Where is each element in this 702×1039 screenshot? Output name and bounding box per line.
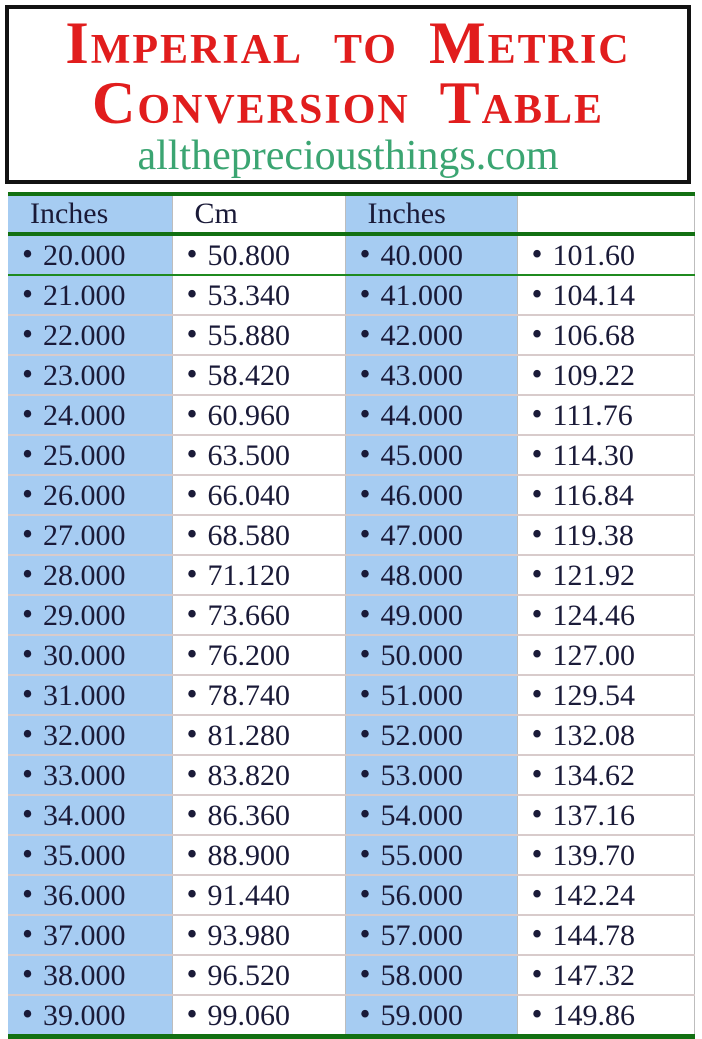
bullet-icon: • — [22, 676, 34, 711]
bullet-icon: • — [531, 676, 543, 711]
table-cell — [345, 715, 517, 755]
bullet-icon: • — [531, 916, 543, 951]
table-cell — [345, 675, 517, 715]
table-cell — [345, 955, 517, 995]
table-cell — [172, 955, 345, 995]
table-cell — [517, 275, 694, 315]
cell-value: 63.500 — [207, 439, 291, 472]
table-row — [8, 755, 694, 795]
table-cell — [172, 555, 345, 595]
bullet-icon: • — [359, 676, 371, 711]
cell-value: 59.000 — [380, 999, 464, 1032]
table-cell — [345, 995, 517, 1037]
cell-value: 58.420 — [207, 359, 291, 392]
cell-value: 139.70 — [552, 839, 636, 872]
bullet-icon: • — [531, 316, 543, 351]
table-cell — [517, 475, 694, 515]
table-cell — [8, 595, 172, 635]
table-cell — [8, 315, 172, 355]
table-cell — [172, 275, 345, 315]
table-cell — [345, 475, 517, 515]
bullet-icon: • — [22, 996, 34, 1031]
table-cell — [8, 875, 172, 915]
cell-value: 91.440 — [207, 879, 291, 912]
bullet-icon: • — [186, 396, 198, 431]
bullet-icon: • — [531, 436, 543, 471]
table-cell — [345, 755, 517, 795]
cell-value: 28.000 — [43, 559, 126, 592]
cell-value: 101.60 — [552, 239, 636, 272]
bullet-icon: • — [359, 876, 371, 911]
bullet-icon: • — [531, 596, 543, 631]
bullet-icon: • — [531, 956, 543, 991]
table-cell — [517, 395, 694, 435]
cell-value: 93.980 — [207, 919, 291, 952]
table-row — [8, 275, 694, 315]
table-row — [8, 675, 694, 715]
table-cell — [517, 515, 694, 555]
bullet-icon: • — [22, 636, 34, 671]
table-row — [8, 955, 694, 995]
bullet-icon: • — [359, 476, 371, 511]
cell-value: 76.200 — [207, 639, 291, 672]
table-cell — [172, 234, 345, 275]
table-cell — [8, 475, 172, 515]
table-cell — [172, 715, 345, 755]
table-cell — [8, 835, 172, 875]
cell-value: 78.740 — [207, 679, 291, 712]
bullet-icon: • — [359, 236, 371, 271]
bullet-icon: • — [186, 876, 198, 911]
bullet-icon: • — [531, 516, 543, 551]
cell-value: 83.820 — [207, 759, 291, 792]
table-cell — [345, 875, 517, 915]
cell-value: 60.960 — [207, 399, 291, 432]
cell-value: 57.000 — [380, 919, 464, 952]
cell-value: 39.000 — [43, 999, 126, 1032]
cell-value: 48.000 — [380, 559, 464, 592]
bullet-icon: • — [22, 396, 34, 431]
bullet-icon: • — [186, 356, 198, 391]
bullet-icon: • — [22, 876, 34, 911]
bullet-icon: • — [359, 916, 371, 951]
table-row — [8, 234, 694, 275]
cell-value: 86.360 — [207, 799, 291, 832]
bullet-icon: • — [186, 956, 198, 991]
table-cell — [345, 395, 517, 435]
table-row — [8, 795, 694, 835]
bullet-icon: • — [186, 556, 198, 591]
bullet-icon: • — [22, 916, 34, 951]
table-row — [8, 355, 694, 395]
bullet-icon: • — [22, 556, 34, 591]
table-row — [8, 715, 694, 755]
table-cell — [172, 515, 345, 555]
cell-value: 41.000 — [380, 279, 464, 312]
table-cell — [8, 635, 172, 675]
table-cell — [517, 355, 694, 395]
cell-value: 54.000 — [380, 799, 464, 832]
cell-value: 45.000 — [380, 439, 464, 472]
cell-value: 43.000 — [380, 359, 464, 392]
bullet-icon: • — [22, 356, 34, 391]
bullet-icon: • — [186, 916, 198, 951]
table-cell — [345, 315, 517, 355]
table-cell — [517, 595, 694, 635]
table-cell — [517, 955, 694, 995]
cell-value: 55.000 — [380, 839, 464, 872]
bullet-icon: • — [186, 236, 198, 271]
bullet-icon: • — [359, 836, 371, 871]
bullet-icon: • — [186, 836, 198, 871]
cell-value: 31.000 — [43, 679, 126, 712]
table-cell — [8, 355, 172, 395]
table-cell — [172, 475, 345, 515]
cell-value: 119.38 — [552, 519, 634, 552]
bullet-icon: • — [531, 356, 543, 391]
table-row — [8, 995, 694, 1037]
table-cell — [345, 275, 517, 315]
bullet-icon: • — [186, 716, 198, 751]
table-cell — [517, 635, 694, 675]
table-cell — [345, 635, 517, 675]
cell-value: 40.000 — [380, 239, 464, 272]
table-body — [8, 234, 694, 1037]
cell-value: 106.68 — [552, 319, 636, 352]
bullet-icon: • — [531, 236, 543, 271]
cell-value: 42.000 — [380, 319, 464, 352]
bullet-icon: • — [359, 596, 371, 631]
table-cell — [517, 875, 694, 915]
bullet-icon: • — [359, 436, 371, 471]
cell-value: 116.84 — [552, 479, 634, 512]
table-cell — [8, 395, 172, 435]
table-cell — [172, 995, 345, 1037]
bullet-icon: • — [186, 636, 198, 671]
header-box — [5, 5, 691, 184]
bullet-icon: • — [359, 396, 371, 431]
table-cell — [345, 515, 517, 555]
bullet-icon: • — [531, 796, 543, 831]
cell-value: 33.000 — [43, 759, 126, 792]
bullet-icon: • — [359, 316, 371, 351]
table-cell — [517, 315, 694, 355]
table-row — [8, 475, 694, 515]
table-cell — [172, 435, 345, 475]
bullet-icon: • — [186, 476, 198, 511]
cell-value: 53.340 — [207, 279, 291, 312]
bullet-icon: • — [186, 596, 198, 631]
table-cell — [517, 755, 694, 795]
bullet-icon: • — [22, 516, 34, 551]
table-cell — [8, 675, 172, 715]
table-cell — [8, 715, 172, 755]
cell-value: 114.30 — [552, 439, 634, 472]
bullet-icon: • — [186, 276, 198, 311]
title-line-2: Conversion Table — [91, 69, 605, 136]
cell-value: 53.000 — [380, 759, 464, 792]
cell-value: 34.000 — [43, 799, 126, 832]
title-line-1: Imperial to Metric — [65, 9, 631, 76]
cell-value: 56.000 — [380, 879, 464, 912]
header-row — [8, 194, 694, 234]
cell-value: 129.54 — [552, 679, 636, 712]
bullet-icon: • — [22, 956, 34, 991]
table-cell — [172, 755, 345, 795]
table-cell — [517, 835, 694, 875]
cell-value: 81.280 — [207, 719, 291, 752]
bullet-icon: • — [531, 276, 543, 311]
table-cell — [8, 795, 172, 835]
table-cell — [517, 555, 694, 595]
cell-value: 55.880 — [207, 319, 291, 352]
table-row — [8, 395, 694, 435]
cell-value: 49.000 — [380, 599, 464, 632]
bullet-icon: • — [186, 756, 198, 791]
cell-value: 58.000 — [380, 959, 464, 992]
table-cell — [345, 234, 517, 275]
conversion-table-wrap — [8, 192, 694, 1039]
table-cell — [8, 915, 172, 955]
cell-value: 96.520 — [207, 959, 291, 992]
cell-value: 47.000 — [380, 519, 464, 552]
col-header-inches-right: Inches — [345, 194, 517, 234]
cell-value: 88.900 — [207, 839, 291, 872]
bullet-icon: • — [531, 636, 543, 671]
table-cell — [172, 355, 345, 395]
cell-value: 21.000 — [43, 279, 126, 312]
bullet-icon: • — [531, 396, 543, 431]
bullet-icon: • — [359, 956, 371, 991]
cell-value: 32.000 — [43, 719, 126, 752]
table-cell — [345, 595, 517, 635]
table-row — [8, 435, 694, 475]
bullet-icon: • — [186, 436, 198, 471]
table-cell — [8, 435, 172, 475]
bullet-icon: • — [22, 596, 34, 631]
bullet-icon: • — [359, 516, 371, 551]
table-cell — [8, 555, 172, 595]
bullet-icon: • — [22, 276, 34, 311]
table-cell — [345, 435, 517, 475]
bullet-icon: • — [359, 716, 371, 751]
table-cell — [345, 355, 517, 395]
table-cell — [517, 234, 694, 275]
bullet-icon: • — [531, 876, 543, 911]
table-cell — [8, 234, 172, 275]
cell-value: 124.46 — [552, 599, 636, 632]
table-row — [8, 595, 694, 635]
table-row — [8, 515, 694, 555]
cell-value: 24.000 — [43, 399, 126, 432]
bullet-icon: • — [531, 756, 543, 791]
bullet-icon: • — [531, 996, 543, 1031]
bullet-icon: • — [359, 756, 371, 791]
table-cell — [172, 875, 345, 915]
table-cell — [172, 635, 345, 675]
cell-value: 127.00 — [552, 639, 636, 672]
cell-value: 111.76 — [552, 399, 633, 432]
col-header-cm-left: Cm — [172, 194, 345, 234]
table-row — [8, 835, 694, 875]
cell-value: 27.000 — [43, 519, 126, 552]
cell-value: 20.000 — [43, 239, 126, 272]
table-cell — [517, 795, 694, 835]
cell-value: 30.000 — [43, 639, 126, 672]
cell-value: 44.000 — [380, 399, 464, 432]
table-cell — [172, 595, 345, 635]
table-row — [8, 915, 694, 955]
cell-value: 142.24 — [552, 879, 636, 912]
cell-value: 134.62 — [552, 759, 636, 792]
table-cell — [517, 715, 694, 755]
bullet-icon: • — [359, 796, 371, 831]
cell-value: 23.000 — [43, 359, 126, 392]
cell-value: 52.000 — [380, 719, 464, 752]
table-row — [8, 635, 694, 675]
bullet-icon: • — [186, 996, 198, 1031]
bullet-icon: • — [22, 836, 34, 871]
col-header-inches-left: Inches — [8, 194, 172, 234]
table-row — [8, 875, 694, 915]
cell-value: 68.580 — [207, 519, 291, 552]
website-text: allthepreciousthings.com — [137, 132, 559, 179]
table-cell — [172, 835, 345, 875]
cell-value: 51.000 — [380, 679, 464, 712]
table-cell — [8, 955, 172, 995]
cell-value: 29.000 — [43, 599, 126, 632]
bullet-icon: • — [531, 836, 543, 871]
col-header-cm-right — [517, 194, 694, 234]
bullet-icon: • — [359, 556, 371, 591]
bullet-icon: • — [186, 796, 198, 831]
table-cell — [8, 515, 172, 555]
cell-value: 38.000 — [43, 959, 126, 992]
cell-value: 50.000 — [380, 639, 464, 672]
table-cell — [345, 555, 517, 595]
cell-value: 71.120 — [207, 559, 291, 592]
bullet-icon: • — [22, 716, 34, 751]
cell-value: 35.000 — [43, 839, 126, 872]
table-cell — [345, 915, 517, 955]
bullet-icon: • — [186, 316, 198, 351]
cell-value: 104.14 — [552, 279, 636, 312]
bullet-icon: • — [22, 316, 34, 351]
cell-value: 36.000 — [43, 879, 126, 912]
bullet-icon: • — [22, 436, 34, 471]
table-cell — [517, 915, 694, 955]
table-cell — [517, 675, 694, 715]
table-cell — [172, 915, 345, 955]
cell-value: 50.800 — [207, 239, 291, 272]
cell-value: 73.660 — [207, 599, 291, 632]
bullet-icon: • — [359, 996, 371, 1031]
table-cell — [345, 795, 517, 835]
bullet-icon: • — [359, 276, 371, 311]
table-cell — [172, 395, 345, 435]
cell-value: 46.000 — [380, 479, 464, 512]
table-row — [8, 315, 694, 355]
cell-value: 25.000 — [43, 439, 126, 472]
bullet-icon: • — [531, 556, 543, 591]
cell-value: 109.22 — [552, 359, 636, 392]
bullet-icon: • — [359, 356, 371, 391]
cell-value: 144.78 — [552, 919, 636, 952]
table-cell — [345, 835, 517, 875]
bullet-icon: • — [22, 796, 34, 831]
cell-value: 22.000 — [43, 319, 126, 352]
bullet-icon: • — [186, 676, 198, 711]
table-header — [8, 194, 694, 234]
bullet-icon: • — [531, 476, 543, 511]
bullet-icon: • — [186, 516, 198, 551]
table-cell — [8, 995, 172, 1037]
bullet-icon: • — [531, 716, 543, 751]
bullet-icon: • — [22, 756, 34, 791]
conversion-table — [8, 192, 695, 1039]
cell-value: 26.000 — [43, 479, 126, 512]
table-row — [8, 555, 694, 595]
cell-value: 121.92 — [552, 559, 636, 592]
cell-value: 147.32 — [552, 959, 636, 992]
table-cell — [172, 795, 345, 835]
cell-value: 66.040 — [207, 479, 291, 512]
cell-value: 132.08 — [552, 719, 636, 752]
table-cell — [517, 435, 694, 475]
table-cell — [517, 995, 694, 1037]
cell-value: 37.000 — [43, 919, 126, 952]
table-cell — [172, 315, 345, 355]
table-cell — [8, 275, 172, 315]
bullet-icon: • — [359, 636, 371, 671]
cell-value: 149.86 — [552, 999, 636, 1032]
cell-value: 137.16 — [552, 799, 636, 832]
table-cell — [172, 675, 345, 715]
bullet-icon: • — [22, 236, 34, 271]
bullet-icon: • — [22, 476, 34, 511]
cell-value: 99.060 — [207, 999, 291, 1032]
table-cell — [8, 755, 172, 795]
